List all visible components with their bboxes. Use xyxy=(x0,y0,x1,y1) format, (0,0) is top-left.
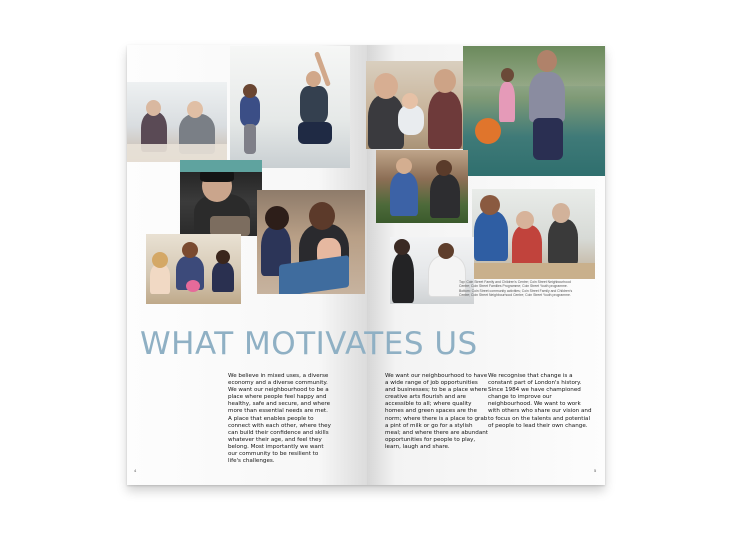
body-column-3: We recognise that change is a constant part of London's history. Since 1984 we have championed change to improve our neighbourhood. We want to work with others who share our vision and to focus on the talents and potential of people to lead their own change. xyxy=(488,373,592,429)
photo-caption: Top: Coin Street Family and Children's Centre; Coin Street Neighbourhood Centre; Coin Street Families Programme; Coin Street Youth programme. Bottom: Coin Street community activities; Coin Street Family and Children's Centre; Coin Street Neighbourhood Centre; Coin Street Youth programme. xyxy=(459,280,573,298)
page-title: WHAT MOTIVATES US xyxy=(140,326,478,362)
gardening-photo xyxy=(376,150,468,223)
older-woman-glasses-photo xyxy=(180,160,262,236)
page-number-right: 5 xyxy=(594,468,597,473)
seniors-crafting-photo xyxy=(127,82,227,162)
children-craft-table-photo xyxy=(146,234,241,304)
boy-basketball-photo xyxy=(463,46,605,176)
mother-baby-group-photo xyxy=(366,61,463,149)
body-column-2: We want our neighbourhood to have a wide range of job opportunities and businesses; to be a place where creative arts flourish and are accessible to all; where quality homes and green spaces are the norm; where there is a place to grab a pint of milk or go for a stylish meal; and where there are abundant opportunities for people to play, learn, laugh and share. xyxy=(385,373,488,450)
mother-child-reading-photo xyxy=(257,190,365,294)
kids-dancing-photo xyxy=(230,46,350,168)
older-adults-cards-photo xyxy=(472,189,595,279)
body-column-1: We believe in mixed uses, a diverse economy and a diverse community. We want our neighbourhood to be a place where people feel happy and healthy, safe and secure, and where more than essential needs are met. A place that enables people to connect with each other, where they can build their confidence and skills whatever their age, and feel they belong. Most importantly we want our community to be resilient to life's challenges. xyxy=(228,373,331,465)
page-number-left: 4 xyxy=(134,468,137,473)
